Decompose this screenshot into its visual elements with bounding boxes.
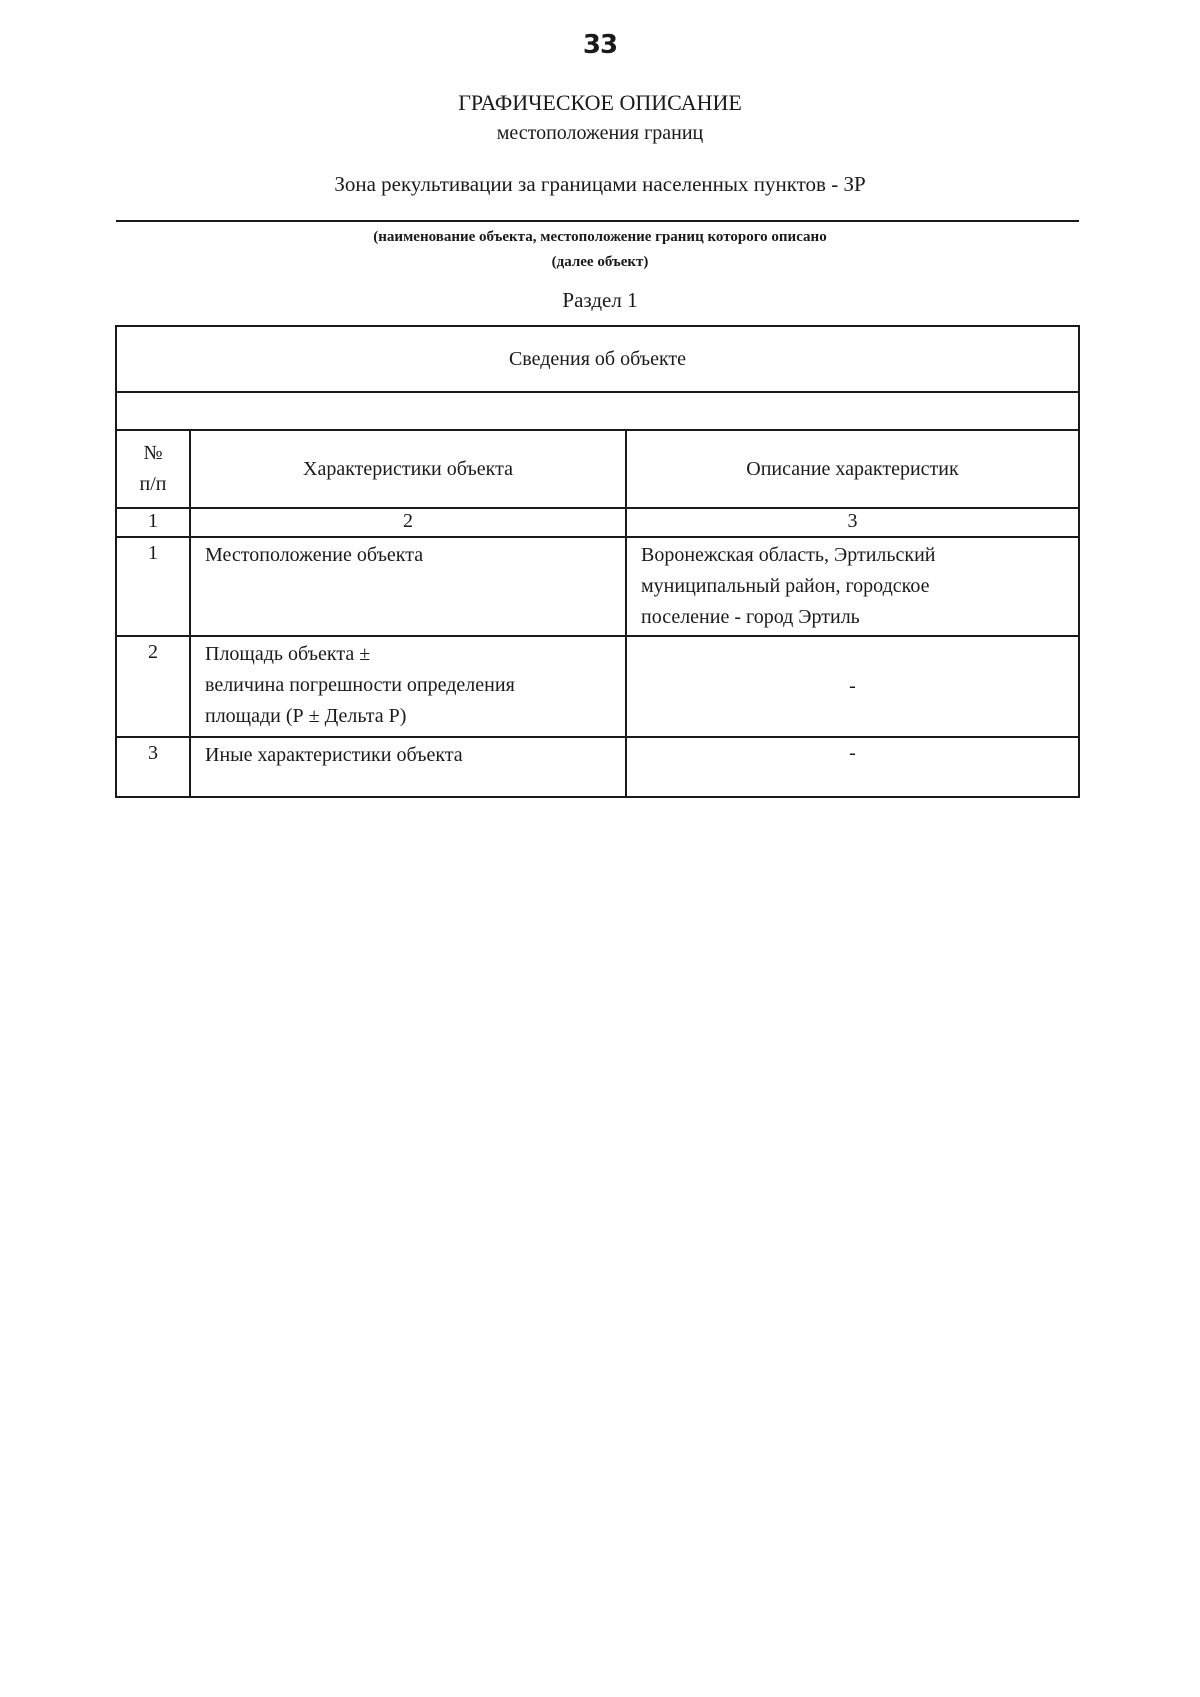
table-row bbox=[116, 537, 1079, 636]
object-name-underline bbox=[116, 220, 1079, 222]
row-characteristic-line: площади (Р ± Дельта Р) bbox=[205, 705, 407, 727]
row-description-line: - bbox=[849, 742, 856, 764]
header-characteristics: Характеристики объекта bbox=[190, 430, 626, 508]
row-description bbox=[626, 636, 1079, 737]
table-index-row bbox=[116, 508, 1079, 537]
section-label: Раздел 1 bbox=[562, 288, 638, 312]
index-cell-1: 1 bbox=[116, 508, 190, 537]
caption-line-2: (далее объект) bbox=[551, 254, 649, 270]
row-num: 1 bbox=[116, 537, 190, 636]
document-title: ГРАФИЧЕСКОЕ ОПИСАНИЕ bbox=[458, 90, 742, 115]
row-num: 2 bbox=[116, 636, 190, 737]
table-empty-cell bbox=[116, 392, 1079, 430]
row-characteristic bbox=[190, 737, 626, 797]
table-empty-row bbox=[116, 392, 1079, 430]
row-description-line: поселение - город Эртиль bbox=[641, 606, 860, 628]
header-description: Описание характеристик bbox=[626, 430, 1079, 508]
row-description-line: муниципальный район, городское bbox=[641, 575, 930, 597]
object-info-table bbox=[115, 325, 1080, 798]
table-title: Сведения об объекте bbox=[116, 326, 1079, 392]
table-title-row bbox=[116, 326, 1079, 392]
row-description bbox=[626, 737, 1079, 797]
index-cell-3: 3 bbox=[626, 508, 1079, 537]
object-name-caption bbox=[0, 225, 1200, 275]
table-row bbox=[116, 636, 1079, 737]
row-characteristic-line: Иные характеристики объекта bbox=[205, 744, 463, 766]
row-description-line: Воронежская область, Эртильский bbox=[641, 544, 936, 566]
row-characteristic-line: величина погрешности определения bbox=[205, 674, 515, 696]
header-num-cell bbox=[116, 430, 190, 508]
row-num: 3 bbox=[116, 737, 190, 797]
header-num-line-1: № bbox=[143, 442, 163, 464]
row-description bbox=[626, 537, 1079, 636]
row-characteristic bbox=[190, 636, 626, 737]
row-description-line: - bbox=[849, 675, 856, 697]
row-characteristic-line: Площадь объекта ± bbox=[205, 643, 371, 665]
table-header-row bbox=[116, 430, 1079, 508]
row-characteristic-line: Местоположение объекта bbox=[205, 544, 424, 566]
document-subtitle: местоположения границ bbox=[496, 122, 704, 144]
table-row bbox=[116, 737, 1079, 797]
caption-line-1: (наименование объекта, местоположение границ которого описано bbox=[373, 229, 827, 245]
row-characteristic bbox=[190, 537, 626, 636]
header-num-line-2: п/п bbox=[139, 473, 167, 495]
object-name: Зона рекультивации за границами населенных пунктов - ЗР bbox=[334, 172, 866, 196]
page-number: 33 bbox=[582, 30, 618, 60]
index-cell-2: 2 bbox=[190, 508, 626, 537]
